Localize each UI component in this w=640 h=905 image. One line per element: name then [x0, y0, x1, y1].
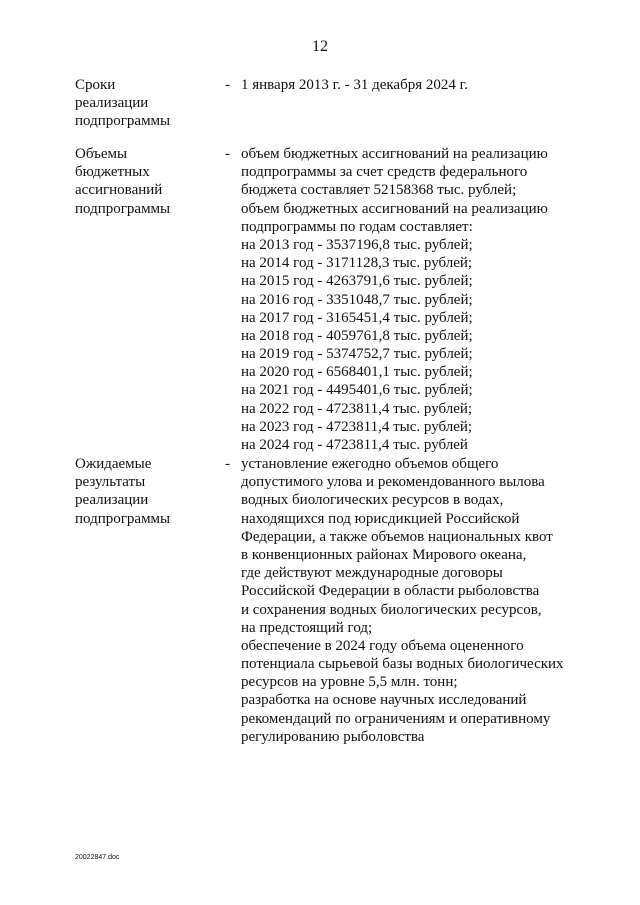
- text-line: потенциала сырьевой базы водных биологических: [241, 656, 564, 673]
- text-line: Российской Федерации в области рыболовства: [241, 583, 540, 600]
- document-filename-footer: 20022847.doc: [75, 854, 120, 861]
- year-allocation-line: на 2020 год - 6568401,1 тыс. рублей;: [241, 364, 473, 381]
- year-allocation-line: на 2018 год - 4059761,8 тыс. рублей;: [241, 327, 473, 344]
- text-line: установление ежегодно объемов общего: [241, 456, 499, 472]
- text-line: находящихся под юрисдикцией Российской: [241, 510, 520, 527]
- text-line: допустимого улова и рекомендованного вылова: [241, 474, 545, 491]
- text-line: бюджета составляет 52158368 тыс. рублей;: [241, 182, 517, 199]
- section-content: [241, 145, 611, 454]
- text-line: объем бюджетных ассигнований на реализацию: [241, 200, 548, 217]
- dash-marker: -: [225, 146, 230, 162]
- year-allocation-line: на 2024 год - 4723811,4 тыс. рублей: [241, 437, 468, 453]
- text-line: Федерации, а также объемов национальных квот: [241, 528, 553, 545]
- section-content: [241, 455, 611, 746]
- text-line: и сохранения водных биологических ресурсов,: [241, 601, 542, 618]
- year-allocation-line: на 2021 год - 4495401,6 тыс. рублей;: [241, 382, 473, 399]
- page-number: 12: [312, 38, 328, 55]
- year-allocation-line: на 2019 год - 5374752,7 тыс. рублей;: [241, 346, 473, 363]
- year-allocation-line: на 2014 год - 3171128,3 тыс. рублей;: [241, 255, 473, 272]
- text-line: 1 января 2013 г. - 31 декабря 2024 г.: [241, 77, 468, 93]
- text-line: объем бюджетных ассигнований на реализацию: [241, 146, 548, 162]
- text-line: где действуют международные договоры: [241, 565, 503, 582]
- section-label: Сроки реализации подпрограммы: [75, 77, 171, 130]
- text-line: регулированию рыболовства: [241, 728, 425, 745]
- year-allocation-line: на 2015 год - 4263791,6 тыс. рублей;: [241, 273, 473, 290]
- year-allocation-line: на 2017 год - 3165451,4 тыс. рублей;: [241, 309, 473, 326]
- text-line: водных биологических ресурсов в водах,: [241, 492, 504, 509]
- text-line: подпрограммы за счет средств федерального: [241, 164, 528, 181]
- section-content: [241, 76, 611, 94]
- section-label: Ожидаемые результаты реализации подпрограммы: [75, 456, 171, 527]
- text-line: рекомендаций по ограничениям и оперативному: [241, 710, 551, 727]
- section-label: Объемы бюджетных ассигнований подпрограммы: [75, 146, 171, 217]
- year-allocation-line: на 2016 год - 3351048,7 тыс. рублей;: [241, 291, 473, 308]
- dash-marker: -: [225, 77, 230, 93]
- text-line: ресурсов на уровне 5,5 млн. тонн;: [241, 674, 458, 691]
- text-line: в конвенционных районах Мирового океана,: [241, 546, 527, 563]
- text-line: разработка на основе научных исследований: [241, 692, 527, 709]
- text-line: обеспечение в 2024 году объема оцененного: [241, 637, 524, 654]
- year-allocation-line: на 2022 год - 4723811,4 тыс. рублей;: [241, 400, 473, 417]
- year-allocation-line: на 2023 год - 4723811,4 тыс. рублей;: [241, 418, 473, 435]
- text-line: на предстоящий год;: [241, 619, 373, 636]
- year-allocation-line: на 2013 год - 3537196,8 тыс. рублей;: [241, 236, 473, 253]
- text-line: подпрограммы по годам составляет:: [241, 218, 473, 235]
- dash-marker: -: [225, 456, 230, 472]
